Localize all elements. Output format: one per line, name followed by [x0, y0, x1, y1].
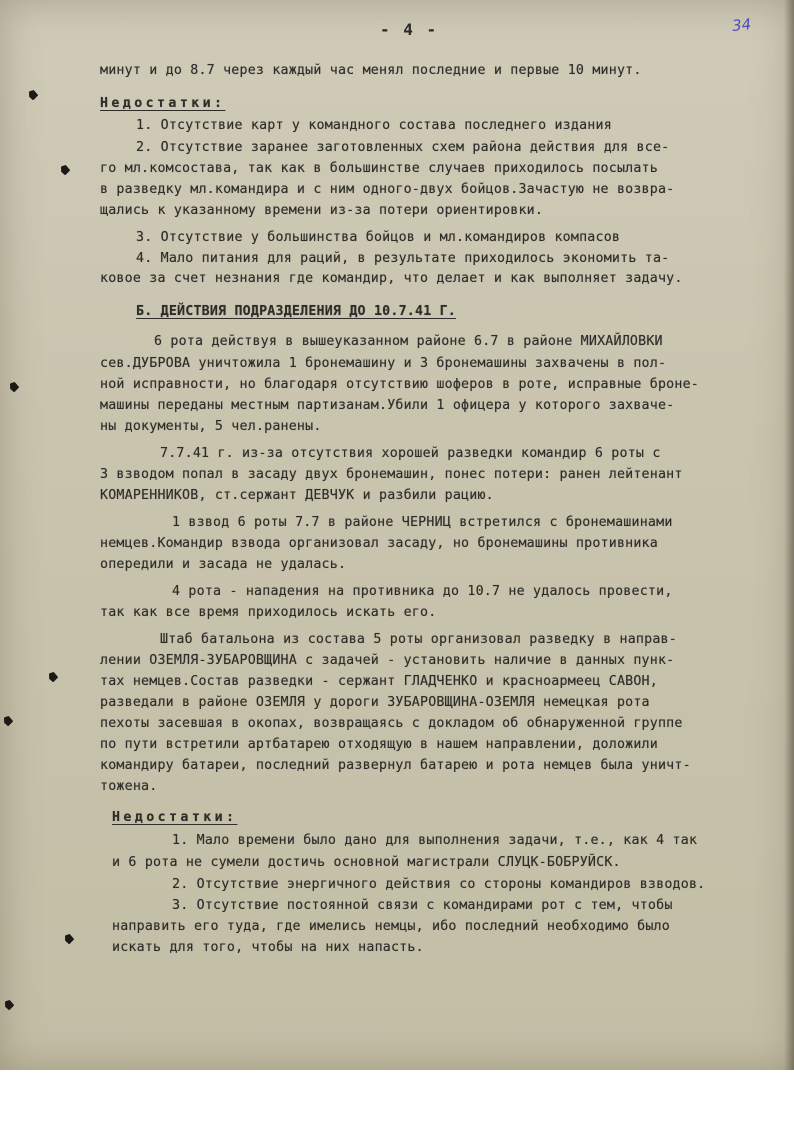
text-line: 4 рота - нападения на противника до 10.7 не удалось провести, [172, 584, 673, 599]
text-line: командиру батареи, последний развернул батарею и рота немцев была уничт- [100, 758, 691, 773]
archive-page-number: 34 [731, 15, 752, 35]
text-line: разведали в районе ОЗЕМЛЯ у дороги ЗУБАРОВЩИНА-ОЗЕМЛЯ немецкая рота [100, 695, 650, 710]
text-line: направить его туда, где имелись немцы, ибо последний необходимо было [112, 919, 670, 934]
text-line: го мл.комсостава, так как в большинстве случаев приходилось посылать [100, 161, 658, 176]
text-line: пехоты засевшая в окопах, возвращаясь с докладом об обнаруженной группе [100, 716, 683, 731]
binding-hole-mark [59, 164, 72, 177]
binding-hole-mark [2, 715, 15, 728]
text-line: тожена. [100, 779, 158, 794]
text-line: ковое за счет незнания где командир, что делает и как выполняет задачу. [100, 271, 683, 286]
text-line: 1. Отсутствие карт у командного состава последнего издания [136, 118, 612, 133]
text-line: 1 взвод 6 роты 7.7 в районе ЧЕРНИЦ встретился с бронемашинами [172, 515, 673, 530]
text-line: 7.7.41 г. из-за отсутствия хорошей разведки командир 6 роты с [160, 446, 661, 461]
text-line: КОМАРЕННИКОВ, ст.сержант ДЕВЧУК и разбили рацию. [100, 488, 494, 503]
text-line: машины переданы местным партизанам.Убили 1 офицера у которого захваче- [100, 398, 675, 413]
text-line: 2. Отсутствие энергичного действия со стороны командиров взводов. [172, 877, 706, 892]
text-line: минут и до 8.7 через каждый час менял последние и первые 10 минут. [100, 63, 642, 78]
text-line: 3. Отсутствие постоянной связи с командирами рот с тем, чтобы [172, 898, 673, 913]
text-line: 3 взводом попал в засаду двух бронемашин, понес потери: ранен лейтенант [100, 467, 683, 482]
text-line: немцев.Командир взвода организовал засаду, но бронемашины противника [100, 536, 658, 551]
text-line: Штаб батальона из состава 5 роты организовал разведку в направ- [160, 632, 677, 647]
sheet-edge-shadow [784, 0, 794, 1070]
text-line: 3. Отсутствие у большинства бойцов и мл.командиров компасов [136, 230, 621, 245]
text-line: 6 рота действуя в вышеуказанном районе 6.7 в районе МИХАЙЛОВКИ [154, 334, 663, 349]
text-line: 1. Мало времени было дано для выполнения задачи, т.е., как 4 так [172, 833, 698, 848]
binding-hole-mark [3, 999, 16, 1012]
text-line: тах немцев.Состав разведки - сержант ГЛАДЧЕНКО и красноармеец САВОН, [100, 674, 658, 689]
text-line: 4. Мало питания для раций, в результате приходилось экономить та- [136, 251, 670, 266]
text-line: так как все время приходилось искать его. [100, 605, 437, 620]
binding-hole-mark [8, 381, 21, 394]
section-heading-shortcomings: Недостатки: [112, 810, 238, 825]
text-line: искать для того, чтобы на них напасть. [112, 940, 424, 955]
text-line: ны документы, 5 чел.ранены. [100, 419, 322, 434]
page-number: - 4 - [380, 20, 439, 39]
text-line: и 6 рота не сумели достичь основной магистрали СЛУЦК-БОБРУЙСК. [112, 855, 621, 870]
binding-hole-mark [63, 933, 76, 946]
text-line: опередили и засада не удалась. [100, 557, 347, 572]
text-line: в разведку мл.командира и с ним одного-двух бойцов.Зачастую не возвра- [100, 182, 675, 197]
section-heading-shortcomings: Недостатки: [100, 96, 226, 111]
text-line: сев.ДУБРОВА уничтожила 1 бронемашину и 3 бронемашины захвачены в пол- [100, 356, 667, 371]
binding-hole-mark [47, 671, 60, 684]
text-line: щались к указанному времени из-за потери ориентировки. [100, 203, 544, 218]
text-line: ной исправности, но благодаря отсутствию шоферов в роте, исправные броне- [100, 377, 699, 392]
text-line: лении ОЗЕМЛЯ-ЗУБАРОВЩИНА с задачей - установить наличие в данных пунк- [100, 653, 675, 668]
section-heading-actions: Б. ДЕЙСТВИЯ ПОДРАЗДЕЛЕНИЯ ДО 10.7.41 Г. [136, 304, 457, 319]
binding-hole-mark [27, 89, 40, 102]
text-line: по пути встретили артбатарею отходящую в нашем направлении, доложили [100, 737, 658, 752]
text-line: 2. Отсутствие заранее заготовленных схем района действия для все- [136, 140, 670, 155]
